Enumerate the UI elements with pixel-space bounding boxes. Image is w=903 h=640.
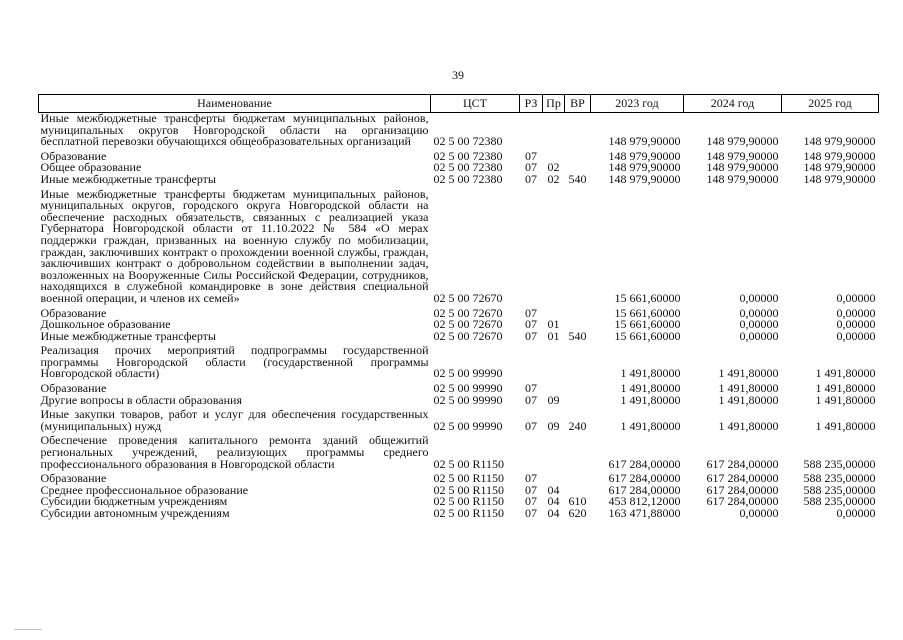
cell-y2024: 0,00000 [739, 328, 779, 343]
cell-y2024: 148 979,90000 [706, 134, 779, 149]
cell-y2023: 148 979,90000 [608, 148, 681, 163]
cell-y2023: 15 661,60000 [614, 290, 681, 305]
cell-y2024: 148 979,90000 [706, 148, 779, 163]
cell-vr: 240 [568, 418, 587, 433]
cell-name: Реализация прочих мероприятий подпрограммы государственной программы Новгородской области (государственной программы Новгородской области) [40, 343, 429, 381]
cell-y2025: 1 491,80000 [815, 392, 876, 407]
cell-y2025: 1 491,80000 [815, 381, 876, 396]
cell-pr [543, 186, 565, 305]
cell-y2024: 0,00000 [739, 506, 779, 520]
table-row [39, 113, 879, 148]
cell-y2023: 1 491,80000 [620, 418, 681, 433]
cell-y2024: 617 284,00000 [706, 494, 779, 509]
cell-cst: 02 5 00 99990 [433, 392, 503, 407]
cell-cst: 02 5 00 99990 [433, 381, 503, 396]
table-header-row [39, 95, 879, 113]
cell-name: Иные межбюджетные трансферты [40, 328, 216, 343]
cell-rz: 07 [525, 471, 537, 486]
cell-y2025: 0,00000 [836, 305, 876, 320]
cell-cst: 02 5 00 72670 [433, 305, 503, 320]
cell-name: Другие вопросы в области образования [40, 392, 242, 407]
cell-pr: 09 [547, 418, 560, 433]
cell-y2023: 15 661,60000 [614, 305, 681, 320]
cell-pr [543, 432, 565, 470]
cell-y2025: 0,00000 [836, 506, 876, 520]
cell-name: Иные межбюджетные трансферты [40, 171, 216, 186]
budget-table [38, 94, 879, 520]
cell-rz: 07 [525, 171, 537, 186]
cell-vr [565, 113, 591, 148]
cell-name: Иные межбюджетные трансферты бюджетам муниципальных районов, муниципальных округов, городского округа Новгородской области на обеспечение расходных обязательств, связанных с реализацией указа Губернатора Новгородской области от 11.10.2022 № 584 «О мерах поддержки граждан, призванных на военную службу по мобилизации, граждан, заключивших контракт о прохождении военной службы, граждан, заключивших контракт о добровольном содействии в выполнении задач, возложенных на Вооруженные Силы Российской Федерации, сотрудников, находящихся в служебной командировке в зоне действия специальной военной операции, и членов их семей» [40, 186, 429, 305]
header-name: Наименование [39, 95, 431, 113]
cell-y2025: 0,00000 [836, 328, 876, 343]
header-pr: Пр [543, 95, 565, 113]
cell-rz: 07 [525, 305, 537, 320]
cell-y2023: 1 491,80000 [620, 366, 681, 381]
table-row [39, 186, 879, 305]
cell-y2023: 163 471,88000 [608, 506, 681, 520]
cell-rz: 07 [525, 148, 537, 163]
cell-rz: 07 [525, 328, 537, 343]
header-vr: ВР [565, 95, 591, 113]
cell-vr [565, 470, 591, 485]
cell-cst: 02 5 00 72380 [433, 160, 503, 175]
cell-pr: 01 [547, 328, 560, 343]
cell-y2023: 617 284,00000 [608, 456, 681, 471]
cell-cst: 02 5 00 R1150 [433, 494, 505, 509]
cell-y2023: 148 979,90000 [608, 171, 681, 186]
cell-y2024: 0,00000 [739, 290, 779, 305]
cell-name: Иные межбюджетные трансферты бюджетам муниципальных районов, муниципальных округов Новгородской области на организацию бесплатной перевозки обучающихся общеобразовательных организаций [40, 111, 429, 149]
cell-y2025: 148 979,90000 [803, 148, 876, 163]
cell-rz: 07 [525, 418, 537, 433]
header-2025: 2025 год [782, 95, 879, 113]
cell-y2025: 588 235,00000 [803, 494, 876, 509]
cell-vr [565, 342, 591, 380]
cell-y2025: 1 491,80000 [815, 418, 876, 433]
cell-y2025: 588 235,00000 [803, 456, 876, 471]
cell-y2024: 617 284,00000 [706, 482, 779, 497]
cell-rz: 07 [525, 160, 537, 175]
cell-name: Дошкольное образование [40, 317, 171, 332]
cell-y2023: 1 491,80000 [620, 392, 681, 407]
cell-y2025: 588 235,00000 [803, 471, 876, 486]
cell-y2024: 1 491,80000 [718, 418, 779, 433]
cell-name: Образование [40, 471, 107, 486]
cell-cst: 02 5 00 72380 [433, 148, 503, 163]
cell-pr [543, 113, 565, 148]
table-row [39, 395, 879, 407]
header-cst: ЦСТ [431, 95, 520, 113]
cell-cst: 02 5 00 R1150 [433, 482, 505, 497]
cell-y2024: 617 284,00000 [706, 456, 779, 471]
cell-pr: 04 [547, 494, 560, 509]
cell-name: Образование [40, 148, 107, 163]
cell-vr [565, 305, 591, 320]
cell-y2025: 0,00000 [836, 317, 876, 332]
cell-y2024: 148 979,90000 [706, 160, 779, 175]
cell-rz: 07 [525, 494, 537, 509]
table-row [39, 432, 879, 470]
cell-y2025: 148 979,90000 [803, 134, 876, 149]
cell-vr: 610 [568, 494, 587, 509]
cell-name: Субсидии бюджетным учреждениям [40, 494, 228, 509]
cell-y2025: 148 979,90000 [803, 171, 876, 186]
cell-cst: 02 5 00 99990 [433, 418, 503, 433]
table-row [39, 331, 879, 343]
cell-pr: 09 [547, 392, 560, 407]
cell-y2023: 617 284,00000 [608, 482, 681, 497]
cell-cst: 02 5 00 72670 [433, 317, 503, 332]
cell-y2025: 0,00000 [836, 290, 876, 305]
scan-edge-mark [14, 629, 42, 630]
cell-vr [565, 395, 591, 407]
cell-pr: 02 [547, 171, 560, 186]
cell-y2024: 148 979,90000 [706, 171, 779, 186]
table-row [39, 174, 879, 186]
cell-pr: 02 [547, 160, 560, 175]
cell-vr: 540 [568, 328, 587, 343]
header-2023: 2023 год [591, 95, 684, 113]
cell-y2023: 148 979,90000 [608, 160, 681, 175]
cell-rz [520, 342, 543, 380]
table-row [39, 342, 879, 380]
cell-y2025: 1 491,80000 [815, 366, 876, 381]
header-rz: РЗ [520, 95, 543, 113]
cell-cst: 02 5 00 72670 [433, 290, 503, 305]
cell-y2023: 15 661,60000 [614, 328, 681, 343]
cell-rz: 07 [525, 392, 537, 407]
cell-cst: 02 5 00 R1150 [433, 456, 505, 471]
cell-y2023: 1 491,80000 [620, 381, 681, 396]
cell-vr: 620 [568, 506, 587, 520]
cell-pr: 04 [547, 482, 560, 497]
cell-y2024: 0,00000 [739, 317, 779, 332]
cell-y2024: 617 284,00000 [706, 471, 779, 486]
table-body [39, 113, 879, 520]
cell-name: Субсидии автономным учреждениям [40, 506, 230, 520]
cell-name: Общее образование [40, 160, 142, 175]
cell-rz: 07 [525, 317, 537, 332]
cell-name: Образование [40, 381, 107, 396]
cell-y2024: 0,00000 [739, 305, 779, 320]
table-row [39, 508, 879, 520]
cell-vr [565, 186, 591, 305]
cell-y2024: 1 491,80000 [718, 381, 779, 396]
header-2024: 2024 год [684, 95, 782, 113]
cell-rz: 07 [525, 506, 537, 520]
cell-vr [565, 380, 591, 395]
cell-name: Иные закупки товаров, работ и услуг для обеспечения государственных (муниципальных) нужд [40, 407, 429, 433]
cell-vr [565, 148, 591, 163]
cell-name: Образование [40, 305, 107, 320]
cell-vr [565, 432, 591, 470]
cell-cst: 02 5 00 72670 [433, 328, 503, 343]
cell-y2025: 148 979,90000 [803, 160, 876, 175]
cell-name: Обеспечение проведения капитального ремонта зданий общежитий региональных учреждений, реализующих программы среднего профессионального образования в Новгородской области [40, 433, 429, 471]
cell-y2024: 1 491,80000 [718, 392, 779, 407]
cell-y2023: 617 284,00000 [608, 471, 681, 486]
cell-y2023: 148 979,90000 [608, 134, 681, 149]
cell-cst: 02 5 00 72380 [433, 134, 503, 149]
cell-pr [543, 342, 565, 380]
cell-rz: 07 [525, 381, 537, 396]
cell-name: Среднее профессиональное образование [40, 482, 249, 497]
cell-cst: 02 5 00 99990 [433, 366, 503, 381]
cell-pr: 01 [547, 317, 560, 332]
cell-y2023: 453 812,12000 [608, 494, 681, 509]
cell-vr: 540 [568, 171, 587, 186]
page-number: 39 [452, 68, 464, 82]
cell-y2023: 15 661,60000 [614, 317, 681, 332]
cell-pr: 04 [547, 506, 560, 520]
cell-y2024: 1 491,80000 [718, 366, 779, 381]
cell-rz [520, 186, 543, 305]
cell-rz: 07 [525, 482, 537, 497]
cell-rz [520, 113, 543, 148]
cell-y2025: 588 235,00000 [803, 482, 876, 497]
table-row [39, 406, 879, 432]
cell-cst: 02 5 00 R1150 [433, 471, 505, 486]
cell-rz [520, 432, 543, 470]
cell-cst: 02 5 00 72380 [433, 171, 503, 186]
cell-cst: 02 5 00 R1150 [433, 506, 505, 520]
